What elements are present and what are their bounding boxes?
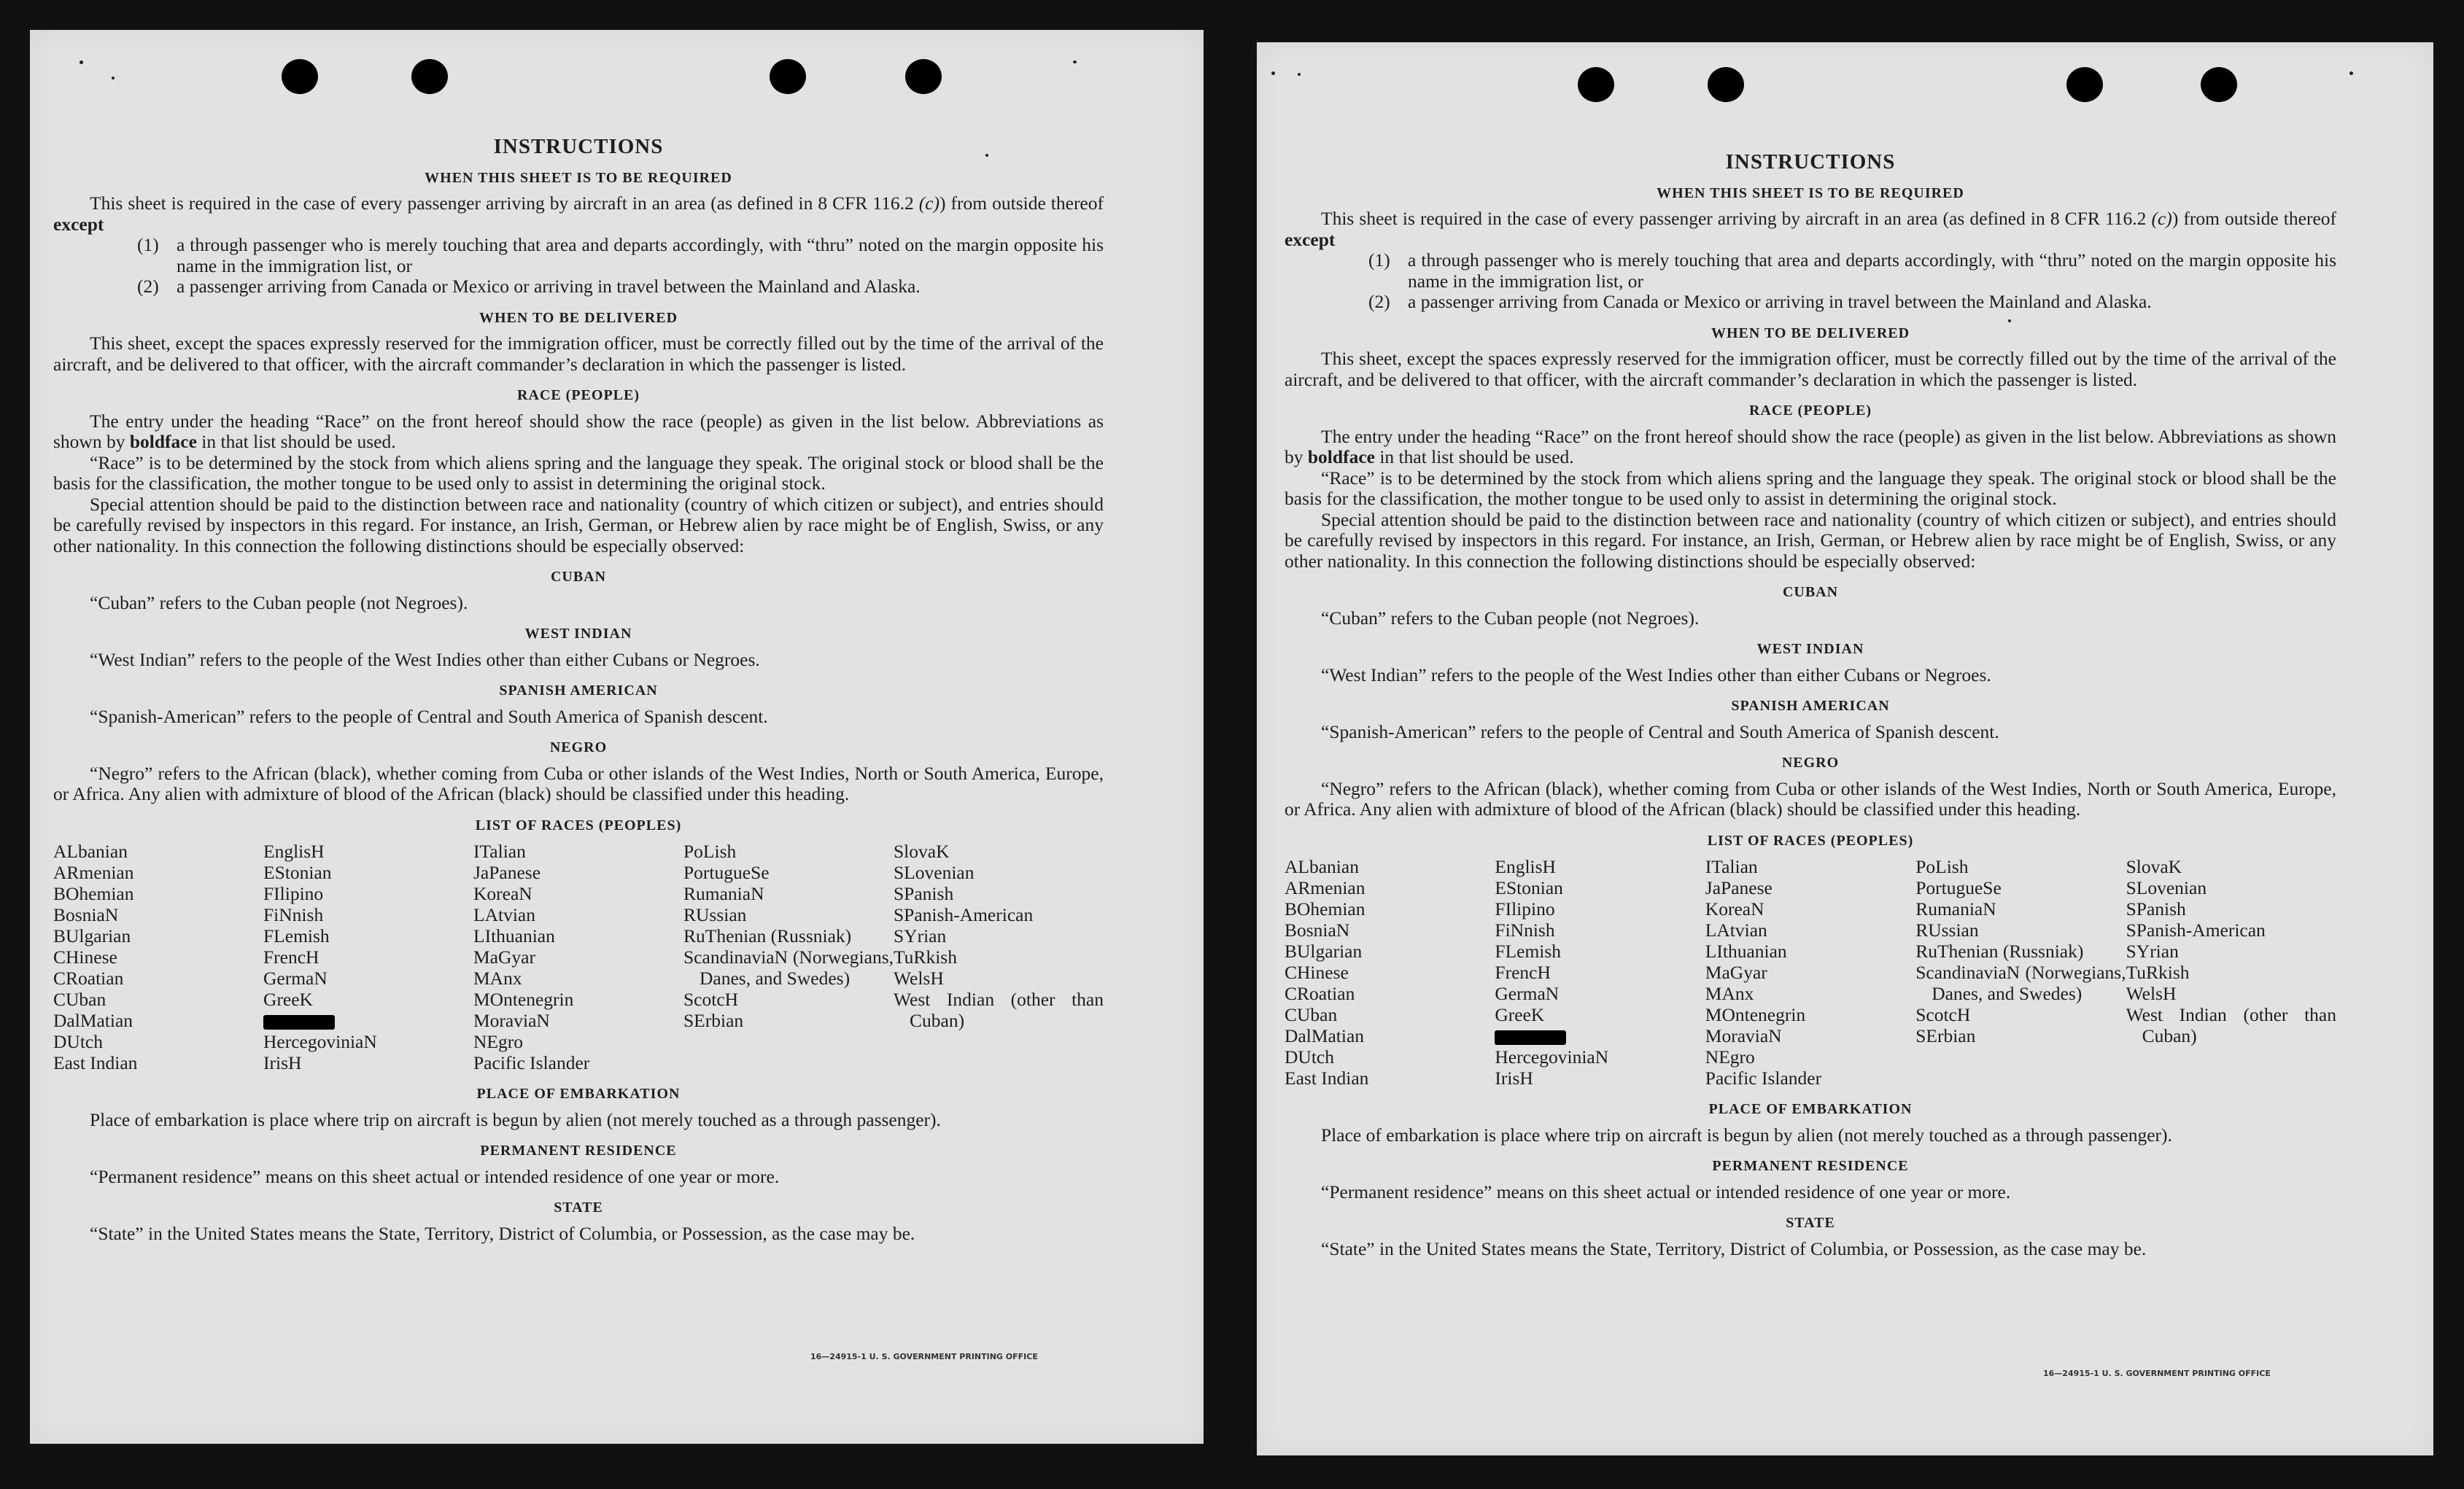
section-heading: STATE <box>554 1200 603 1216</box>
race-entry: TuRkish <box>894 946 957 968</box>
document-page-right <box>1257 42 2433 1455</box>
race-entry: PortugueSe <box>683 862 770 883</box>
print-code: 16—24915-1 U. S. GOVERNMENT PRINTING OFFICE <box>810 1352 1038 1361</box>
race-entry: KoreaN <box>1705 898 1764 920</box>
section-heading: WHEN THIS SHEET IS TO BE REQUIRED <box>1657 184 1964 201</box>
race-entry: RUssian <box>683 904 747 925</box>
section-heading: CUBAN <box>1782 584 1839 600</box>
race-entry: East Indian <box>1285 1068 1369 1089</box>
paragraph: “Cuban” refers to the Cuban people (not Negroes). <box>1321 607 1700 629</box>
list-item <box>1285 292 2336 313</box>
race-entry: SPanish-American <box>894 904 1034 925</box>
race-entry: GreeK <box>263 989 313 1010</box>
race-entry: ITalian <box>473 841 526 862</box>
race-entry: DUtch <box>53 1031 103 1052</box>
item-text: a passenger arriving from Canada or Mexico or arriving in travel between the Mainland and Alaska. <box>1408 291 2152 312</box>
race-entry: GermaN <box>1495 983 1560 1004</box>
race-entry: RUssian <box>1915 920 1979 941</box>
paragraph <box>1285 427 2336 468</box>
race-entry: FLemish <box>1495 941 1562 962</box>
race-entry: EnglisH <box>263 841 325 862</box>
section-heading: WHEN TO BE DELIVERED <box>1711 324 1910 341</box>
item-number: (2) <box>137 276 159 297</box>
race-entry: FiNnish <box>1495 920 1555 941</box>
punch-hole <box>1708 67 1744 102</box>
race-entry: ScotcH <box>683 989 739 1010</box>
races-column <box>53 841 263 1073</box>
race-entry: CUban <box>1285 1004 1338 1025</box>
race-entry: BOhemian <box>1285 898 1365 920</box>
instructions-body <box>1285 137 2336 1259</box>
race-entry: MAnx <box>473 968 522 989</box>
ink-speck <box>1073 61 1077 63</box>
ink-speck <box>2349 71 2353 75</box>
race-entry: CHinese <box>1285 962 1349 983</box>
race-entry: MoraviaN <box>473 1010 550 1031</box>
race-entry: GermaN <box>263 968 328 989</box>
section-heading: WEST INDIAN <box>1756 641 1864 657</box>
races-list <box>1285 856 2336 1089</box>
redaction-block <box>1495 1030 1566 1045</box>
paragraph: “Spanish-American” refers to the people of Central and South America of Spanish descent. <box>1321 720 1999 742</box>
paragraph: Place of embarkation is place where trip on aircraft is begun by alien (not merely touched as a through passenger). <box>90 1108 941 1130</box>
paragraph: “Negro” refers to the African (black), whether coming from Cuba or other islands of the West Indies, North or South America, Europe, or Africa. Any alien with admixture of blood of the African (black) should be classified under this heading. <box>53 762 1104 804</box>
race-entry: RumaniaN <box>1915 898 1996 920</box>
race-entry: CRoatian <box>1285 983 1355 1004</box>
race-entry: BosniaN <box>53 904 119 925</box>
section-heading: LIST OF RACES (PEOPLES) <box>1707 832 1914 849</box>
text-run: The entry under the heading “Race” on the front hereof should show the race (people) as given in the list below. Abbreviations as shown by <box>1285 425 2336 467</box>
races-column <box>473 841 683 1073</box>
ink-speck <box>112 77 115 79</box>
race-entry: PoLish <box>683 841 737 862</box>
race-entry: EStonian <box>1495 877 1563 898</box>
text-run: boldface <box>1307 446 1375 467</box>
race-entry: West Indian (other than Cuban) <box>2126 1004 2336 1046</box>
race-entry: Pacific Islander <box>473 1052 590 1073</box>
section-heading: PLACE OF EMBARKATION <box>1708 1101 1913 1117</box>
race-entry: ALbanian <box>1285 856 1359 877</box>
list-item <box>1285 250 2336 292</box>
section-heading: PERMANENT RESIDENCE <box>1712 1158 1909 1174</box>
list-item <box>53 276 1104 298</box>
text-run: in that list should be used. <box>1374 446 1574 467</box>
race-entry: TuRkish <box>2126 962 2190 983</box>
paragraph: “Spanish-American” refers to the people of Central and South America of Spanish descent. <box>90 705 768 727</box>
race-entry: BosniaN <box>1285 920 1350 941</box>
race-entry: EnglisH <box>1495 856 1556 877</box>
race-entry: MAnx <box>1705 983 1754 1004</box>
punch-hole <box>411 59 448 94</box>
instructions-body <box>53 122 1104 1244</box>
race-entry: East Indian <box>53 1052 138 1073</box>
text-run: ) from outside thereof <box>2172 208 2337 229</box>
race-entry: SPanish-American <box>2126 920 2266 941</box>
print-code: 16—24915-1 U. S. GOVERNMENT PRINTING OFFICE <box>2043 1369 2271 1378</box>
text-run: except <box>53 213 104 235</box>
item-text: a passenger arriving from Canada or Mexico or arriving in travel between the Mainland and Alaska. <box>177 276 921 297</box>
race-entry: MaGyar <box>473 946 535 968</box>
redaction-mark <box>263 1010 473 1031</box>
race-entry: MaGyar <box>1705 962 1767 983</box>
race-entry: CRoatian <box>53 968 124 989</box>
text-run: except <box>1285 228 1336 250</box>
punch-hole <box>1578 67 1614 102</box>
race-entry: KoreaN <box>473 883 532 904</box>
races-list <box>53 841 1104 1073</box>
section-heading: WEST INDIAN <box>524 626 632 642</box>
race-entry: RuThenian (Russniak) <box>1915 941 2084 962</box>
race-entry: BUlgarian <box>53 925 131 946</box>
race-entry: BUlgarian <box>1285 941 1363 962</box>
paragraph: Place of embarkation is place where trip on aircraft is begun by alien (not merely touched as a through passenger). <box>1321 1124 2172 1146</box>
paragraph: “State” in the United States means the State, Territory, District of Columbia, or Possession, as the case may be. <box>1321 1237 2147 1259</box>
race-entry: NEgro <box>473 1031 523 1052</box>
race-entry: West Indian (other than Cuban) <box>894 989 1104 1031</box>
section-heading: PLACE OF EMBARKATION <box>476 1086 681 1102</box>
race-entry: HercegoviniaN <box>263 1031 377 1052</box>
race-entry: FrencH <box>1495 962 1551 983</box>
paragraph <box>53 193 1104 235</box>
race-entry: DUtch <box>1285 1046 1334 1068</box>
item-text: a through passenger who is merely touching that area and departs accordingly, with “thru” noted on the margin opposite his name in the immigration list, or <box>177 234 1104 276</box>
paragraph: “Permanent residence” means on this sheet actual or intended residence of one year or more. <box>1321 1181 2011 1202</box>
race-entry: SlovaK <box>894 841 950 862</box>
race-entry: ScandinaviaN (Norwegians, Danes, and Swedes) <box>1915 962 2126 1004</box>
races-column <box>263 841 473 1073</box>
race-entry: ITalian <box>1705 856 1758 877</box>
ink-speck <box>80 61 83 64</box>
race-entry: JaPanese <box>1705 877 1773 898</box>
paragraph: This sheet, except the spaces expressly reserved for the immigration officer, must be correctly filled out by the time of the arrival of the aircraft, and be delivered to that officer, with the aircraft commander’s declaration in which the passenger is listed. <box>1285 348 2336 390</box>
race-entry: WelsH <box>2126 983 2177 1004</box>
race-entry: WelsH <box>894 968 944 989</box>
race-entry: FiNnish <box>263 904 324 925</box>
race-entry: SLovenian <box>2126 877 2207 898</box>
race-entry: RumaniaN <box>683 883 764 904</box>
paragraph <box>53 411 1104 453</box>
text-run: in that list should be used. <box>196 431 396 452</box>
race-entry: SYrian <box>894 925 947 946</box>
race-entry: PoLish <box>1915 856 1969 877</box>
race-entry: IrisH <box>263 1052 302 1073</box>
race-entry: LIthuanian <box>473 925 555 946</box>
paragraph <box>1285 209 2336 250</box>
section-heading: RACE (PEOPLE) <box>1749 403 1872 419</box>
redaction-block <box>263 1015 335 1030</box>
text-run: boldface <box>129 431 197 452</box>
races-column <box>1495 856 1705 1089</box>
race-entry: ARmenian <box>1285 877 1365 898</box>
race-entry: SErbian <box>683 1010 744 1031</box>
race-entry: HercegoviniaN <box>1495 1046 1609 1068</box>
race-entry: MOntenegrin <box>473 989 574 1010</box>
race-entry: MoraviaN <box>1705 1025 1782 1046</box>
section-heading: STATE <box>1786 1215 1835 1231</box>
section-heading: WHEN THIS SHEET IS TO BE REQUIRED <box>425 169 732 186</box>
item-number: (2) <box>1368 291 1390 312</box>
race-entry: SErbian <box>1915 1025 1976 1046</box>
text-run: This sheet is required in the case of every passenger arriving by aircraft in an area (as defined in 8 CFR 116.2 <box>1321 208 2152 229</box>
ink-speck <box>1271 71 1275 75</box>
paragraph: “Race” is to be determined by the stock from which aliens spring and the language they speak. The original stock or blood shall be the basis for the classification, the mother tongue to be used only to assist in determining the original stock. <box>1285 467 2336 509</box>
race-entry: DalMatian <box>53 1010 133 1031</box>
race-entry: GreeK <box>1495 1004 1545 1025</box>
page-title: INSTRUCTIONS <box>493 135 664 158</box>
race-entry: LAtvian <box>1705 920 1767 941</box>
section-heading: NEGRO <box>1781 755 1840 771</box>
race-entry: CHinese <box>53 946 117 968</box>
race-entry: NEgro <box>1705 1046 1755 1068</box>
race-entry: ScotcH <box>1915 1004 1971 1025</box>
text-run: (c) <box>2151 208 2172 229</box>
race-entry: EStonian <box>263 862 332 883</box>
section-heading: LIST OF RACES (PEOPLES) <box>475 817 682 833</box>
race-entry: RuThenian (Russniak) <box>683 925 852 946</box>
race-entry: DalMatian <box>1285 1025 1365 1046</box>
paragraph: “Race” is to be determined by the stock from which aliens spring and the language they speak. The original stock or blood shall be the basis for the classification, the mother tongue to be used only to assist in determining the original stock. <box>53 451 1104 494</box>
section-heading: PERMANENT RESIDENCE <box>480 1143 677 1159</box>
section-heading: WHEN TO BE DELIVERED <box>479 309 678 326</box>
document-page-left <box>30 30 1204 1444</box>
text-run: The entry under the heading “Race” on the front hereof should show the race (people) as given in the list below. Abbreviations as shown by <box>53 410 1104 452</box>
redaction-mark <box>1495 1025 1705 1046</box>
punch-hole <box>770 59 806 94</box>
race-entry: JaPanese <box>473 862 541 883</box>
race-entry: Pacific Islander <box>1705 1068 1822 1089</box>
race-entry: LIthuanian <box>1705 941 1787 962</box>
section-heading: SPANISH AMERICAN <box>1731 698 1890 714</box>
race-entry: MOntenegrin <box>1705 1004 1806 1025</box>
section-heading: SPANISH AMERICAN <box>499 683 658 699</box>
paragraph: “State” in the United States means the State, Territory, District of Columbia, or Possession, as the case may be. <box>90 1222 915 1244</box>
item-text: a through passenger who is merely touching that area and departs accordingly, with “thru” noted on the margin opposite his name in the immigration list, or <box>1408 249 2336 292</box>
race-entry: ARmenian <box>53 862 134 883</box>
punch-hole <box>282 59 318 94</box>
race-entry: BOhemian <box>53 883 134 904</box>
races-column <box>1915 856 2126 1089</box>
race-entry: SPanish <box>894 883 954 904</box>
paragraph: “Cuban” refers to the Cuban people (not Negroes). <box>90 591 468 613</box>
paragraph: “West Indian” refers to the people of the West Indies other than either Cubans or Negroes. <box>90 648 760 670</box>
punch-hole <box>2066 67 2103 102</box>
paragraph: “West Indian” refers to the people of the West Indies other than either Cubans or Negroes. <box>1321 664 1991 685</box>
page-title: INSTRUCTIONS <box>1725 150 1896 174</box>
race-entry: SLovenian <box>894 862 975 883</box>
punch-hole <box>905 59 942 94</box>
race-entry: CUban <box>53 989 106 1010</box>
ink-speck <box>1298 73 1301 76</box>
race-entry: SlovaK <box>2126 856 2182 877</box>
section-heading: NEGRO <box>549 739 608 755</box>
item-number: (1) <box>137 234 159 255</box>
races-column <box>1705 856 1915 1089</box>
race-entry: SPanish <box>2126 898 2186 920</box>
punch-hole <box>2201 67 2237 102</box>
paragraph: “Permanent residence” means on this sheet actual or intended residence of one year or more. <box>90 1165 780 1187</box>
race-entry: ALbanian <box>53 841 128 862</box>
races-column <box>683 841 894 1073</box>
paragraph: “Negro” refers to the African (black), whether coming from Cuba or other islands of the West Indies, North or South America, Europe, or Africa. Any alien with admixture of blood of the African (black) should be classified under this heading. <box>1285 777 2336 820</box>
races-column <box>2126 856 2336 1089</box>
race-entry: FrencH <box>263 946 319 968</box>
text-run: This sheet is required in the case of every passenger arriving by aircraft in an area (as defined in 8 CFR 116.2 <box>90 193 919 214</box>
section-heading: RACE (PEOPLE) <box>517 387 640 403</box>
race-entry: SYrian <box>2126 941 2179 962</box>
race-entry: PortugueSe <box>1915 877 2002 898</box>
race-entry: FLemish <box>263 925 330 946</box>
race-entry: LAtvian <box>473 904 535 925</box>
race-entry: ScandinaviaN (Norwegians, Danes, and Swedes) <box>683 946 894 989</box>
race-entry: IrisH <box>1495 1068 1533 1089</box>
paragraph: Special attention should be paid to the distinction between race and nationality (country of which citizen or subject), and entries should be carefully revised by inspectors in this regard. For instance, an Irish, German, or Hebrew alien by race might be of English, Swiss, or any other nationality. In this connection the following distinctions should be especially observed: <box>1285 508 2336 572</box>
paragraph: This sheet, except the spaces expressly reserved for the immigration officer, must be correctly filled out by the time of the arrival of the aircraft, and be delivered to that officer, with the aircraft commander’s declaration in which the passenger is listed. <box>53 333 1104 375</box>
text-run: (c) <box>918 193 940 214</box>
races-column <box>894 841 1104 1073</box>
list-item <box>53 235 1104 276</box>
race-entry: FIlipino <box>263 883 324 904</box>
item-number: (1) <box>1368 249 1390 271</box>
paragraph: Special attention should be paid to the distinction between race and nationality (country of which citizen or subject), and entries should be carefully revised by inspectors in this regard. For instance, an Irish, German, or Hebrew alien by race might be of English, Swiss, or any other nationality. In this connection the following distinctions should be especially observed: <box>53 493 1104 556</box>
text-run: ) from outside thereof <box>940 193 1104 214</box>
race-entry: FIlipino <box>1495 898 1555 920</box>
races-column <box>1285 856 1495 1089</box>
section-heading: CUBAN <box>550 569 607 585</box>
